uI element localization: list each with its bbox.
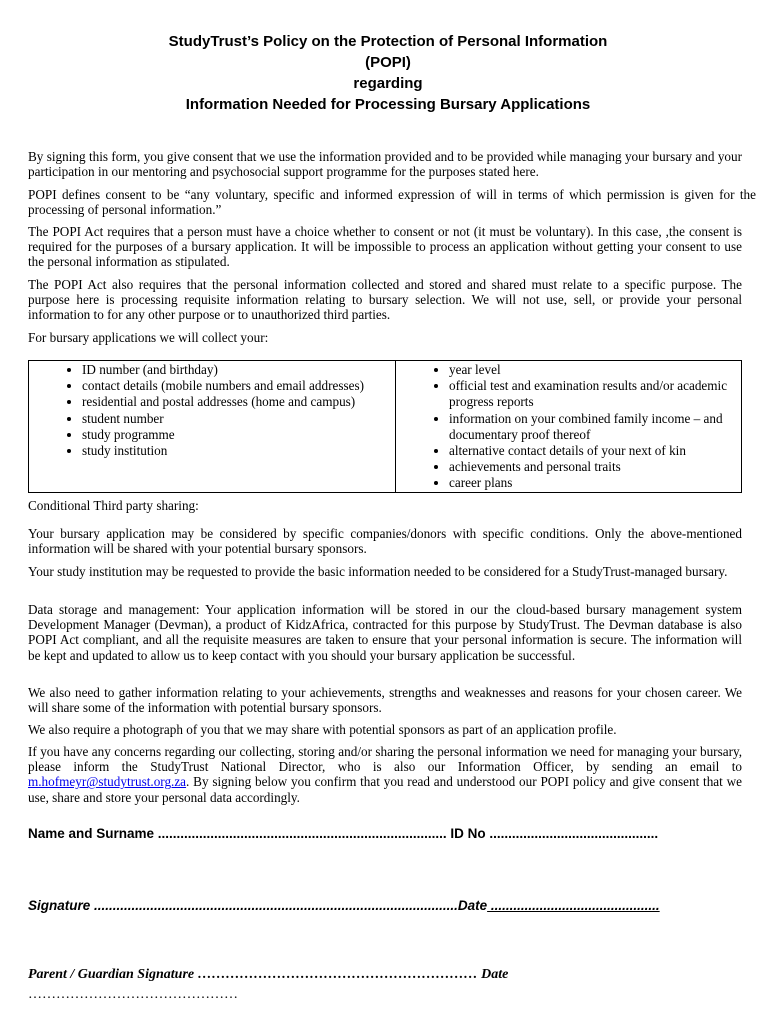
concerns-text-end: . By signing below you confirm that you read and understood our POPI policy and give consent that we use, share and store your personal data accordingly. <box>28 774 742 805</box>
list-item: • year level <box>449 362 741 378</box>
email-link[interactable]: m.hofmeyr@studytrust.org.za <box>28 774 187 790</box>
list-item: • official test and examination results and/or academic progress reports <box>449 378 741 410</box>
guardian-signature-line: Parent / Guardian Signature …………………………………………………… Date <box>28 967 509 982</box>
list-item: • career plans <box>449 475 741 491</box>
paragraph-collect-intro: For bursary applications we will collect your: <box>28 330 269 345</box>
list-item: • study programme <box>82 427 395 443</box>
paragraph-concerns <box>28 744 742 805</box>
title-line-3: regarding <box>353 75 423 92</box>
list-item: • residential and postal addresses (home and campus) <box>82 394 395 410</box>
paragraph-sponsors: Your bursary application may be considered by specific companies/donors with specific conditions. Only the above-mentioned information will be shared with your potential bursary sponsors. <box>28 526 742 557</box>
title-line-4: Information Needed for Processing Bursary Applications <box>185 96 591 113</box>
name-id-line <box>28 826 658 841</box>
paragraph-data-storage: Data storage and management: Your application information will be stored in our the cloud-based bursary management system Development Manager (Devman), a product of KidzAfrica, contracted for this purpose by StudyTrust. The Devman database is also POPI Act compliant, and all the requisite measures are taken to ensure that your personal information is secure. The information will be kept and updated to allow us to keep contact with you should your bursary application be successful. <box>28 602 742 663</box>
collected-information-table <box>28 360 742 493</box>
date-label: Date <box>457 898 488 913</box>
left-items-list <box>29 362 395 459</box>
list-item: • ID number (and birthday) <box>82 362 395 378</box>
right-items-list <box>396 362 741 492</box>
paragraph-popi-definition: POPI defines consent to be “any voluntary, specific and informed expression of will in terms of which permission is given for the processing of personal information.” <box>28 187 756 218</box>
paragraph-voluntary-choice: The POPI Act requires that a person must have a choice whether to consent or not (it must be voluntary). In this case, ,the consent is required for the purposes of a bursary application. It will be impossible to process an application without getting your consent to use the personal information as stipulated. <box>28 224 742 270</box>
paragraph-photograph: We also require a photograph of you that we may share with potential sponsors as part of an application profile. <box>28 722 617 737</box>
table-right-column <box>396 361 742 493</box>
signature-label: Signature ................................................................................................. <box>28 898 458 913</box>
title-line-2: (POPI) <box>365 54 411 71</box>
title-line-1: StudyTrust’s Policy on the Protection of Personal Information <box>168 33 608 50</box>
paragraph-conditional-sharing: Conditional Third party sharing: <box>28 498 199 513</box>
list-item: • student number <box>82 411 395 427</box>
paragraph-institution: Your study institution may be requested to provide the basic information needed to be considered for a StudyTrust-managed bursary. <box>28 564 728 579</box>
id-number-label: ID No ............................................. <box>446 826 659 841</box>
paragraph-achievements: We also need to gather information relating to your achievements, strengths and weaknesses and reasons for your chosen career. We will share some of the information with potential bursary sponsors. <box>28 685 742 716</box>
list-item: • alternative contact details of your next of kin <box>449 443 741 459</box>
guardian-date-dots: ……………………………………… <box>28 987 238 1002</box>
table-left-column <box>29 361 396 493</box>
name-surname-label: Name and Surname ............................................................................. <box>28 826 447 841</box>
paragraph-specific-purpose: The POPI Act also requires that the personal information collected and stored and shared must relate to a specific purpose. The purpose here is processing requisite information relating to bursary selection. We will not use, sell, or provide your personal information to for any other purpose or to unauthorized third parties. <box>28 277 742 323</box>
concerns-text-start: If you have any concerns regarding our collecting, storing and/or sharing the personal information we need for managing your bursary, please inform the StudyTrust National Director, who is also our Information Officer, by sending an email to <box>28 744 742 775</box>
list-item: • study institution <box>82 443 395 459</box>
document-title <box>100 31 676 115</box>
date-dots: ............................................. <box>487 898 660 913</box>
list-item: • achievements and personal traits <box>449 459 741 475</box>
list-item: • information on your combined family income – and documentary proof thereof <box>449 411 741 443</box>
paragraph-consent: By signing this form, you give consent that we use the information provided and to be provided while managing your bursary and your participation in our mentoring and psychosocial support programme for the purposes stated here. <box>28 149 742 180</box>
signature-date-line <box>28 898 660 913</box>
list-item: • contact details (mobile numbers and email addresses) <box>82 378 395 394</box>
